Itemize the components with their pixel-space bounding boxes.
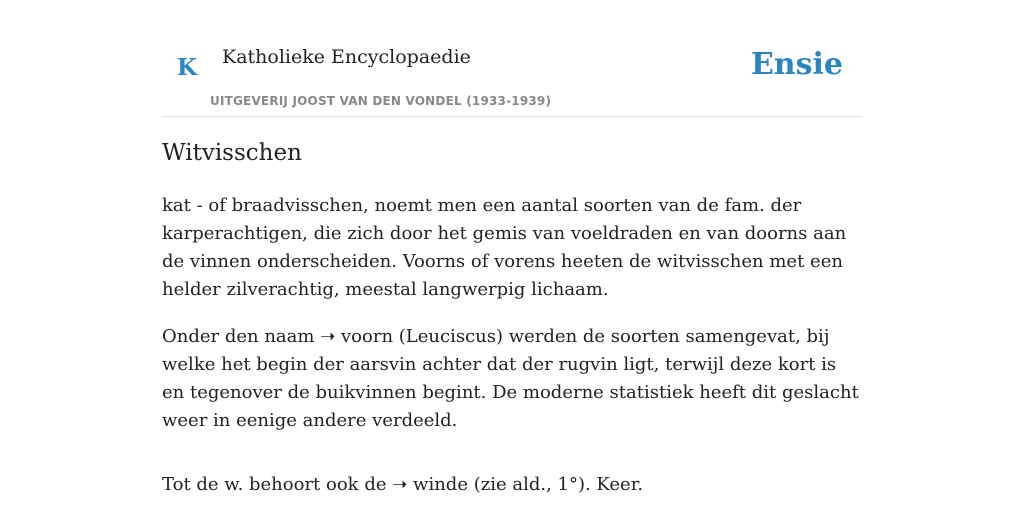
arrow-right-icon: ➝ [320,326,336,347]
xref-link-label: winde [413,474,468,495]
paragraph-2-text-after: (Leuciscus) werden de soorten samengevat, bij welke het begin der aarsvin achter dat der rugvin ligt, terwijl deze kort is en tegenover de buikvinnen begint. De moderne statistiek heeft dit geslacht weer in eenige andere verdeeld. [162,326,859,431]
paragraph-3 [162,471,862,499]
article-body [162,192,862,518]
paragraph-2 [162,323,862,435]
publisher-subtitle: UITGEVERIJ JOOST VAN DEN VONDEL (1933-1939) [210,94,552,108]
xref-link-label: voorn [341,326,394,347]
paragraph-3-text-after: (zie ald., 1°). Keer. [467,474,644,495]
site-header [162,0,862,117]
paragraph-2-text-before: Onder den naam [162,326,321,347]
site-title[interactable]: Katholieke Encyclopaedie [222,46,471,68]
arrow-right-icon: ➝ [392,474,408,495]
ensie-brand-logo[interactable]: Ensie [750,47,843,82]
site-logo[interactable]: K [177,54,197,81]
paragraph-3-text-before: Tot de w. behoort ook de [162,474,393,495]
xref-link-winde[interactable] [392,474,468,495]
article-title: Witvisschen [162,140,302,166]
paragraph-1: kat - of braadvisschen, noemt men een aantal soorten van de fam. der karperachtigen, die zich door het gemis van voeldraden en van doorns aan de vinnen onderscheiden. Voorns of vorens heeten de witvisschen met een helder zilverachtig, meestal langwerpig lichaam. [162,195,847,300]
xref-link-voorn[interactable] [320,326,393,347]
